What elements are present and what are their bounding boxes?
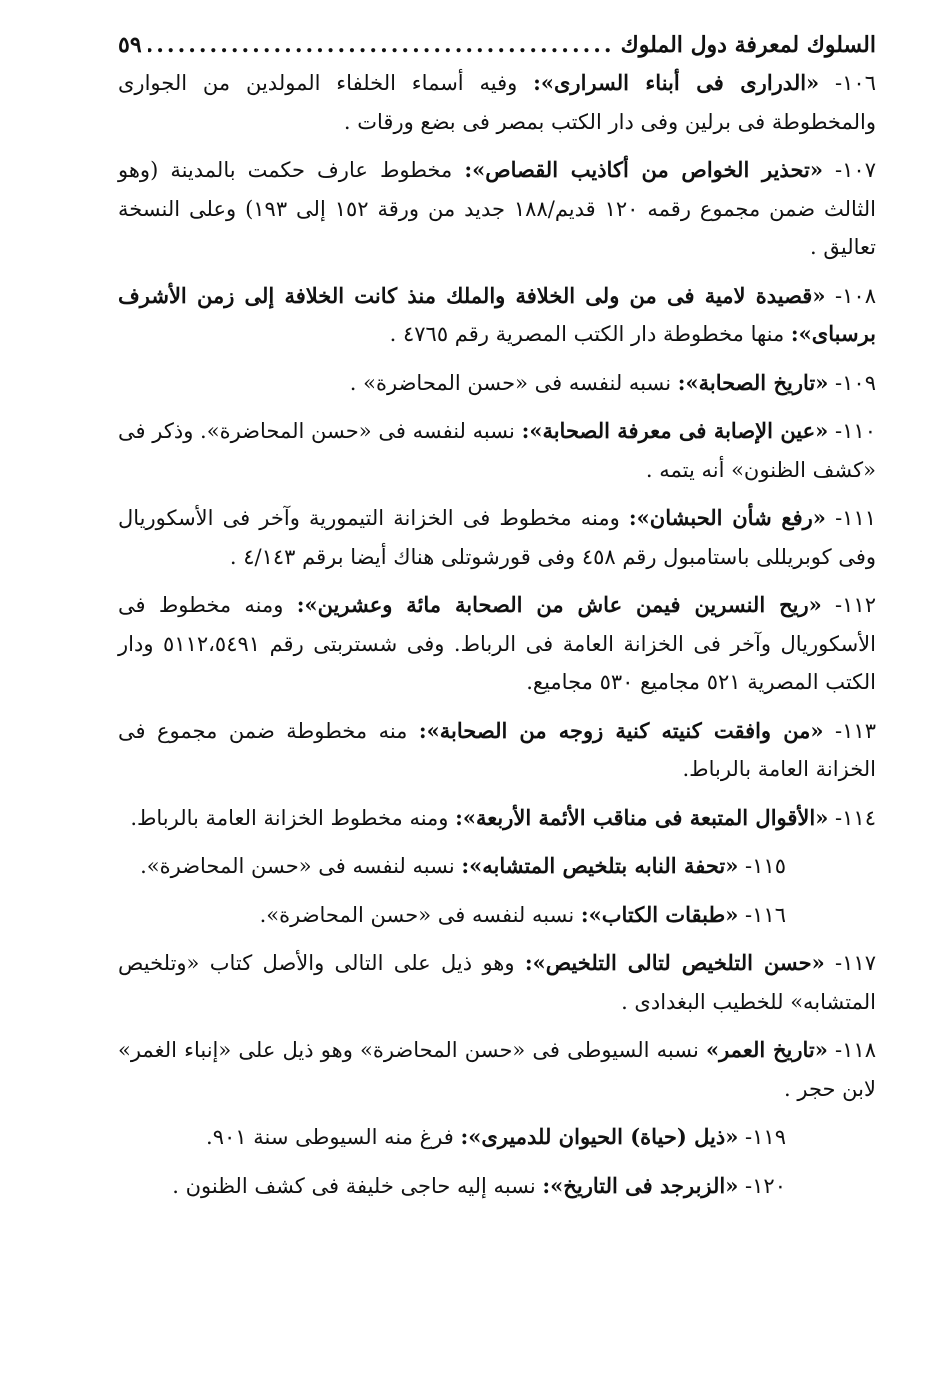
entry-120 xyxy=(118,1167,876,1206)
entry-title: «قصيدة لامية فى من ولى الخلافة والملك منذ كانت الخلافة إلى زمن الأشرف برسباى»: xyxy=(118,282,876,346)
entry-body: مخطوط عارف حكمت بالمدينة (وهو الثالث ضمن مجموع رقمه ١٢٠ قديم/١٨٨ جديد من ورقة ١٥٢ إلى ١٩٣) وعلى النسخة تعاليق . xyxy=(118,158,876,259)
entry-number: ١١٦- xyxy=(745,902,786,927)
entry-112 xyxy=(118,586,876,702)
entry-number: ١١٥- xyxy=(745,854,786,878)
entry-body: نسبه إليه حاجى خليفة فى كشف الظنون . xyxy=(172,1173,543,1198)
entry-number: ١١٧- xyxy=(835,951,876,975)
page-number: ٥٩ xyxy=(118,32,142,58)
entry-body: ومنه مخطوط فى الخزانة التيمورية وآخر فى الأسكوريال وفى كوبريللى باستامبول رقم ٤٥٨ وفى قورشوتلى هناك أيضا برقم ٤/١٤٣ . xyxy=(118,506,876,569)
entry-number: ١١٠- xyxy=(835,419,876,443)
dot-leader xyxy=(148,30,615,60)
entry-number: ١١١- xyxy=(835,506,877,530)
entry-body: نسبه لنفسه فى «حسن المحاضرة». وذكر فى «كشف الظنون» أنه يتمه . xyxy=(118,419,876,482)
entry-title: «تحفة النابه بتلخيص المتشابه»: xyxy=(461,853,739,878)
entry-119 xyxy=(118,1118,876,1157)
entry-title: «تحذير الخواص من أكاذيب القصاص»: xyxy=(464,157,823,182)
entry-number: ١٠٩- xyxy=(835,370,876,395)
entry-title: «الزبرجد فى التاريخ»: xyxy=(542,1172,739,1198)
entry-111 xyxy=(118,499,876,576)
entry-body: منه مخطوطة ضمن مجموع فى الخزانة العامة بالرباط. xyxy=(118,718,876,781)
entry-title: «الدرارى فى أبناء السرارى»: xyxy=(533,70,820,95)
entry-number: ١٠٨- xyxy=(835,283,876,308)
entry-title: «حسن التلخيص لتالى التلخيص»: xyxy=(524,950,825,975)
entry-body: منها مخطوطة دار الكتب المصرية رقم ٤٧٦٥ . xyxy=(389,322,791,346)
entry-113 xyxy=(118,712,876,789)
entry-title: «ريح النسرين فيمن عاش من الصحابة مائة وعشرين»: xyxy=(296,592,822,617)
entry-number: ١١٢- xyxy=(835,593,876,617)
entry-108 xyxy=(118,277,876,354)
entry-body: فرغ منه السيوطى سنة ٩٠١. xyxy=(206,1125,461,1149)
entry-title: «طبقات الكتاب»: xyxy=(580,901,739,927)
entry-117 xyxy=(118,944,876,1021)
entry-body: نسبه لنفسه فى «حسن المحاضرة». xyxy=(259,902,581,927)
entry-number: ١٢٠- xyxy=(745,1173,786,1198)
entry-body: ومنه مخطوط فى الأسكوريال وآخر فى الخزانة العامة فى الرباط. وفى شستربتى رقم ٥١١٢،٥٤٩١ ودار الكتب المصرية ٥٢١ مجاميع ٥٣٠ مجاميع. xyxy=(118,593,876,694)
entry-number: ١١٨- xyxy=(835,1038,876,1062)
running-title: السلوك لمعرفة دول الملوك xyxy=(620,32,876,58)
entry-title: «من وافقت كنيته كنية زوجه من الصحابة»: xyxy=(418,717,824,743)
entry-body: نسبه لنفسه فى «حسن المحاضرة» . xyxy=(349,370,678,395)
entry-body: نسبه لنفسه فى «حسن المحاضرة». xyxy=(140,854,462,878)
entry-118 xyxy=(118,1031,876,1108)
entry-title: «تاريخ العمر» xyxy=(705,1037,828,1062)
entry-109 xyxy=(118,364,876,403)
entry-title: «ذيل (حياة) الحيوان للدميرى»: xyxy=(460,1124,739,1149)
entry-body: ومنه مخطوط الخزانة العامة بالرباط. xyxy=(130,805,456,830)
entry-107 xyxy=(118,151,876,267)
entry-number: ١١٩- xyxy=(745,1125,786,1149)
entry-number: ١١٣- xyxy=(835,718,876,743)
entry-115 xyxy=(118,847,876,886)
entry-body: وهو ذيل على التالى والأصل كتاب «وتلخيص المتشابه» للخطيب البغدادى . xyxy=(118,951,876,1014)
entry-number: ١١٤- xyxy=(835,805,876,830)
entry-110 xyxy=(118,412,876,489)
entry-title: «عين الإصابة فى معرفة الصحابة»: xyxy=(521,418,829,443)
entry-title: «رفع شأن الحبشان»: xyxy=(628,505,826,530)
entry-116 xyxy=(118,896,876,935)
running-header xyxy=(118,30,876,60)
entry-body: وفيه أسماء الخلفاء المولدين من الجوارى والمخطوطة فى برلين وفى دار الكتب بمصر فى بضع ورقات . xyxy=(118,71,876,134)
entry-title: «الأقوال المتبعة فى مناقب الأئمة الأربعة»: xyxy=(455,804,829,830)
entry-title: «تاريخ الصحابة»: xyxy=(677,369,829,395)
entry-number: ١٠٦- xyxy=(835,71,876,95)
entry-114 xyxy=(118,799,876,838)
entry-106 xyxy=(118,64,876,141)
entry-body: نسبه السيوطى فى «حسن المحاضرة» وهو ذيل على «إنباء الغمر» لابن حجر . xyxy=(118,1038,876,1101)
entry-number: ١٠٧- xyxy=(835,158,876,182)
